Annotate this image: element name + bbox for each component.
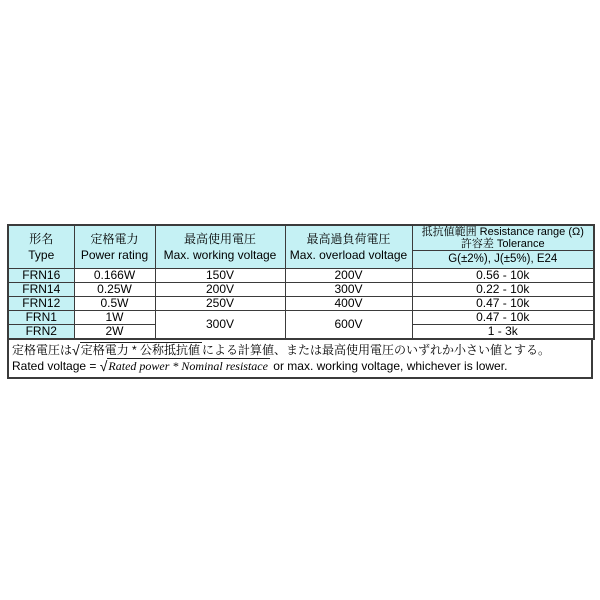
footnote-japanese <box>12 342 588 358</box>
footnote-ja-radicand: 定格電力 * 公称抵抗値 <box>80 343 201 357</box>
cell-resistance-range: 0.22 - 10k <box>412 283 594 297</box>
cell-type: FRN2 <box>8 325 74 340</box>
cell-type: FRN12 <box>8 297 74 311</box>
header-power-rating <box>74 225 155 269</box>
header-working-en: Max. working voltage <box>163 248 277 262</box>
cell-overload-voltage-merged: 600V <box>285 311 412 340</box>
table-row <box>8 269 594 283</box>
header-working-ja: 最高使用電圧 <box>183 232 256 246</box>
footnote-en-radicand: Rated power * Nominal resistace <box>108 359 268 373</box>
header-resistance-range-line2: 許容差 Tolerance <box>460 238 545 250</box>
header-type-ja: 形名 <box>29 232 54 246</box>
cell-type: FRN14 <box>8 283 74 297</box>
footnote-english <box>12 358 588 374</box>
header-resistance-range-top <box>413 226 594 251</box>
cell-resistance-range: 0.47 - 10k <box>412 311 594 325</box>
header-working-voltage <box>155 225 285 269</box>
cell-power: 2W <box>74 325 155 340</box>
cell-resistance-range: 0.47 - 10k <box>412 297 594 311</box>
cell-working-voltage: 250V <box>155 297 285 311</box>
cell-resistance-range: 0.56 - 10k <box>412 269 594 283</box>
sqrt-symbol: √ <box>99 358 108 374</box>
cell-power: 0.166W <box>74 269 155 283</box>
cell-working-voltage-merged: 300V <box>155 311 285 340</box>
header-overload-en: Max. overload voltage <box>289 248 408 262</box>
cell-type: FRN16 <box>8 269 74 283</box>
cell-overload-voltage: 400V <box>285 297 412 311</box>
cell-power: 1W <box>74 311 155 325</box>
header-overload-voltage <box>285 225 412 269</box>
footnote-ja-prefix: 定格電圧は <box>12 343 73 357</box>
cell-power: 0.5W <box>74 297 155 311</box>
header-resistance-range <box>412 225 594 269</box>
resistor-spec-table <box>7 224 595 340</box>
header-power-en: Power rating <box>80 248 149 262</box>
cell-working-voltage: 200V <box>155 283 285 297</box>
header-resistance-range-line1: 抵抗値範囲 Resistance range (Ω) <box>421 226 584 238</box>
header-type-en: Type <box>28 248 55 262</box>
table-row <box>8 297 594 311</box>
sqrt-symbol: √ <box>72 342 80 358</box>
cell-resistance-range: 1 - 3k <box>412 325 594 340</box>
table-row <box>8 283 594 297</box>
header-type <box>8 225 74 269</box>
footnote-en-suffix: or max. working voltage, whichever is lower. <box>269 359 508 373</box>
cell-working-voltage: 150V <box>155 269 285 283</box>
cell-power: 0.25W <box>74 283 155 297</box>
header-tolerance-series: G(±2%), J(±5%), E24 <box>448 253 558 265</box>
footnote-en-prefix: Rated voltage = <box>12 359 100 373</box>
header-overload-ja: 最高過負荷電圧 <box>306 232 391 246</box>
header-power-ja: 定格電力 <box>90 232 139 246</box>
table-row <box>8 311 594 325</box>
cell-type: FRN1 <box>8 311 74 325</box>
cell-overload-voltage: 200V <box>285 269 412 283</box>
footnote-ja-suffix: による計算値、または最高使用電圧のいずれか小さい値とする。 <box>202 343 551 357</box>
header-row <box>8 225 594 269</box>
spec-sheet <box>7 224 593 379</box>
cell-overload-voltage: 300V <box>285 283 412 297</box>
footnotes-box <box>7 340 593 379</box>
